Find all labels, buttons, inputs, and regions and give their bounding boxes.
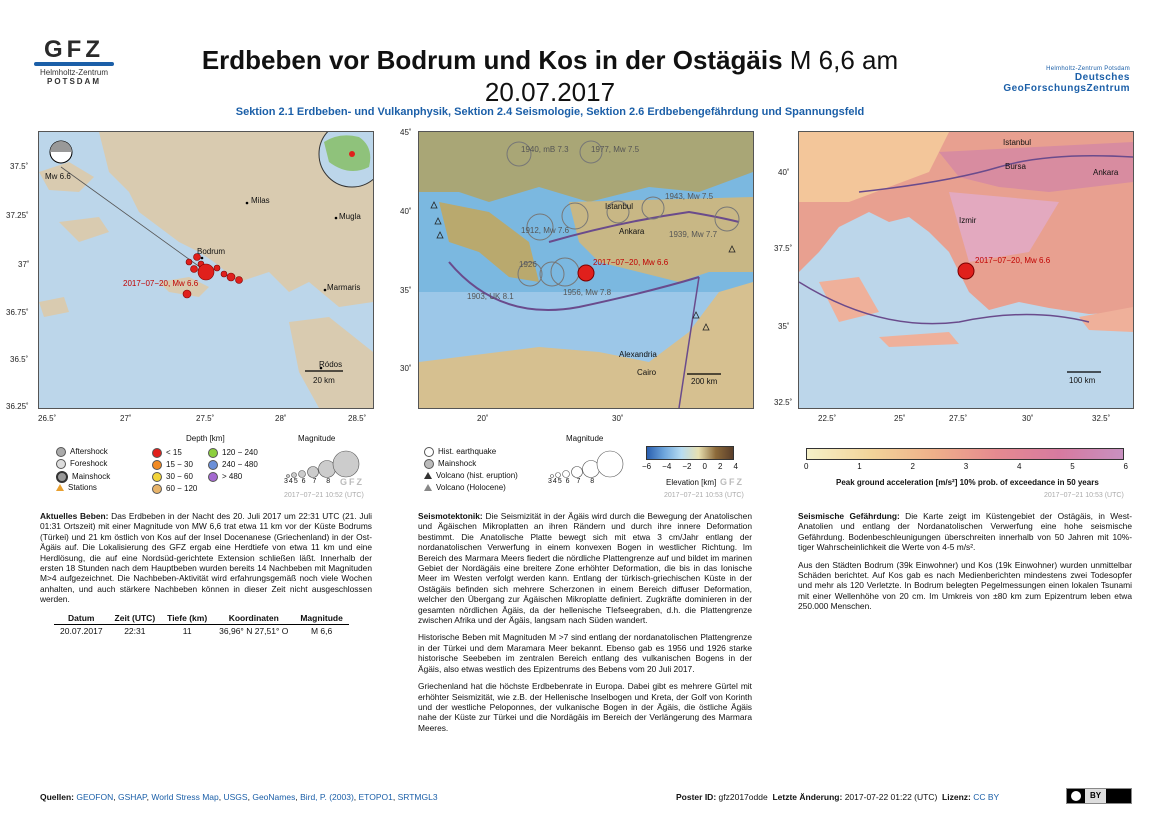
pga-tick: 6 — [1123, 462, 1128, 471]
legend-depth-4 — [208, 448, 258, 458]
legend-mainshock — [56, 471, 110, 483]
map2-hist-1940: 1940, mB 7.3 — [521, 145, 569, 154]
gfz-deutsches-logo — [1003, 66, 1130, 94]
quake-table-cell: M 6,6 — [310, 626, 333, 637]
aftershock-icon — [56, 447, 66, 457]
map1-scale: 20 km — [313, 376, 335, 385]
source-link[interactable]: ETOPO1 — [358, 792, 393, 802]
map-hazard-svg — [799, 132, 1133, 408]
elev-tick: −2 — [682, 462, 692, 471]
text2-p1: Die Seismizität in der Ägäis wird durch die Bewegung der Anatolischen und Ägäischen Mikroplatten an ihren Rändern und durch ihre innere Deformation bestimmt. Die Anatolische Platte bewegt sich mit etwa 3 cm/Jahr entlang der nordanatolischen Verwerfung in einem konvexen Bogen in westlicher Richtung. Im Bereich des Marmara Meers fiedert die nördliche Plattengrenze auf und bildet im marinen Gebiet der Nordägäis eine breitere Zone erhöhter Deformation, die bis in das Ionische Meer im Westen verfolgt werden kann. Entlang der türkisch-griechischen Küste in der Ostägäis befinden sich mehrere Scherzonen in einem Bereich diffuser Deformation, welcher den Übergang zur Ägäischen Mikroplatte definiert. Zugkräfte dominieren in der gesamten nördlichen Ägäis, da der hellenische TIefseegraben, d.h. die Plattengrenze zwischen Afrika und der Ägäis, langsam nach Süden wandert. — [418, 511, 752, 626]
poster-id-label: Poster ID: — [676, 792, 717, 802]
page-title-rest: M 6,6 am 20.07.2017 — [484, 45, 899, 107]
text1-heading: Aktuelles Beben: — [40, 511, 109, 521]
mag-label: 5 — [293, 478, 299, 485]
depth-label: 15 − 30 — [166, 460, 193, 470]
source-link[interactable]: GeoNames — [252, 792, 296, 802]
map2-scale: 200 km — [691, 377, 718, 386]
map1-lat-tick: 36.75˚ — [6, 308, 29, 317]
gfz-logo — [28, 36, 120, 86]
legend-mainshock2 — [424, 459, 476, 469]
text3-p2: Aus den Städten Bodrum (39k Einwohner) und Kos (19k Einwohner) wurden unmittelbar Schäden berichtet. Auf Kos gab es nach Medienberichten mindestens zwei Todesopfer und mehr als 120 Verletzte. In Bodrum belegten Pegelmessungen einen lokalen Tsunami mit einer Wellenhöhe von 20 cm. Im Umkreis von ±80 km zum Epizentrum leben etwa 250.000 Menschen. — [798, 559, 1132, 612]
legend-depth-2 — [152, 472, 193, 482]
legend-hist-label: Hist. earthquake — [438, 447, 497, 457]
quake-table-cell: 36,96° N 27,51° O — [219, 626, 289, 637]
map2-hist-1926: 1926 — [519, 260, 537, 269]
map3-lon-tick: 22.5˚ — [818, 414, 837, 423]
footer-sources: Quellen: GEOFON, GSHAP, World Stress Map, USGS, GeoNames, Bird, P. (2003), ETOPO1, SRTMGL3 — [40, 792, 438, 802]
mag-label: 6 — [301, 478, 307, 485]
mag-label: 4 — [552, 478, 558, 485]
pga-title: Peak ground acceleration [m/s²] 10% prob. of exceedance in 50 years — [836, 478, 1099, 487]
depth-color-swatch — [152, 460, 162, 470]
depth-color-swatch — [208, 472, 218, 482]
depth-label: 120 − 240 — [222, 448, 258, 458]
mainshock-icon — [424, 459, 434, 469]
depth-label: 240 − 480 — [222, 460, 258, 470]
legend-aftershock — [56, 447, 108, 457]
map2-place-istanbul: Istanbul — [605, 202, 634, 211]
quake-table-header-cell: Magnitude — [294, 612, 349, 625]
legend2-mag-labels — [548, 478, 595, 485]
map2-event-label: 2017−07−20, Mw 6.6 — [593, 258, 669, 267]
foreshock-icon — [56, 459, 66, 469]
source-link[interactable]: World Stress Map — [151, 792, 219, 802]
legend-volcano-hist — [424, 471, 518, 480]
legend-mag-title: Magnitude — [298, 434, 336, 443]
depth-color-swatch — [152, 448, 162, 458]
map1-lon-tick: 27.5˚ — [196, 414, 215, 423]
map2-hist-1977: 1977, Mw 7.5 — [591, 145, 640, 154]
legend-stations — [56, 483, 97, 492]
cc-badge-label: BY — [1085, 789, 1106, 803]
legend-depth-3 — [152, 484, 197, 494]
map2-hist-1903: 1903, UK 8.1 — [467, 292, 514, 301]
elev-tick: −6 — [642, 462, 652, 471]
map3-event-label: 2017−07−20, Mw 6.6 — [975, 256, 1051, 265]
quake-table-header-cell: Koordinaten — [213, 612, 294, 625]
map1-place-bodrum: Bodrum — [197, 247, 226, 256]
map2-hist-1939: 1939, Mw 7.7 — [669, 230, 718, 239]
map2-lat-tick: 35˚ — [400, 286, 412, 295]
page-title — [140, 44, 960, 108]
mainshock-icon — [56, 471, 68, 483]
map3-place-izmir: Izmir — [959, 216, 977, 225]
elevation-colorbar — [646, 446, 734, 460]
legend-volcano-holo — [424, 483, 506, 492]
legend-foreshock — [56, 459, 107, 469]
legend-mag-labels — [284, 478, 331, 485]
map2-hist-1912: 1912, Mw 7.6 — [521, 226, 570, 235]
source-link[interactable]: Bird, P. (2003) — [300, 792, 354, 802]
gfz-right-line3: GeoForschungsZentrum — [1003, 83, 1130, 94]
map1-place-milas: Milas — [251, 196, 270, 205]
mag-label: 3 — [548, 478, 553, 485]
poster-id: gfz2017odde — [718, 792, 768, 802]
depth-label: > 480 — [222, 472, 243, 482]
license-link[interactable]: CC BY — [973, 792, 1000, 802]
quake-table-cell: 11 — [182, 626, 192, 637]
text2-p3: Griechenland hat die höchste Erdbebenrate in Europa. Dabei gibt es mehrere Gürtel mit erhöhter Seismizität, wie z.B. der Hellenische Inselbogen und Kreta, der Golf von Korinth und der westliche Peloponnes, der vulkanische Bogen in der Ägäis, die östliche Ägäis nahe der Küste zur Türkei und die Nordägäis im Bereich der Verlängerung des Marmara Meeres. — [418, 681, 752, 733]
map3-place-istanbul: Istanbul — [1003, 138, 1032, 147]
map3-place-ankara: Ankara — [1093, 168, 1119, 177]
page-title-bold: Erdbeben vor Bodrum und Kos in der Ostägäis — [201, 45, 783, 75]
pga-tick: 4 — [1017, 462, 1022, 471]
map3-lon-tick: 27.5˚ — [949, 414, 968, 423]
source-link[interactable]: GSHAP — [117, 792, 147, 802]
elev-tick: −4 — [662, 462, 672, 471]
depth-color-swatch — [208, 448, 218, 458]
mag-label: 3 — [284, 478, 289, 485]
map1-event-label: 2017−07−20, Mw 6.6 — [123, 279, 199, 288]
pga-tick: 2 — [910, 462, 915, 471]
elev-tick: 2 — [718, 462, 723, 471]
mag-label: 6 — [565, 478, 571, 485]
pga-tick: 3 — [963, 462, 969, 471]
map3-lat-tick: 32.5˚ — [774, 398, 793, 407]
footer-sources-label: Quellen: — [40, 792, 75, 802]
map2-lat-tick: 40˚ — [400, 207, 412, 216]
volcano-filled-icon — [424, 472, 432, 479]
map2-lat-tick: 45˚ — [400, 128, 412, 137]
map-hazard[interactable] — [798, 131, 1134, 409]
map3-lon-tick: 25˚ — [894, 414, 906, 423]
legend-aftershock-label: Aftershock — [70, 447, 108, 457]
map3-lat-tick: 35˚ — [778, 322, 790, 331]
map2-lon-tick: 30˚ — [612, 414, 624, 423]
legend3-stamp: 2017−07−21 10:53 (UTC) — [1044, 492, 1124, 499]
quake-table-cell: 20.07.2017 — [60, 626, 103, 637]
source-link[interactable]: SRTMGL3 — [397, 792, 438, 802]
legend-volc-hist-label: Volcano (hist. eruption) — [436, 471, 518, 480]
legend-depth-0 — [152, 448, 182, 458]
legend-foreshock-label: Foreshock — [70, 459, 108, 469]
quake-table — [54, 612, 349, 638]
quake-table-header-cell: Tiefe (km) — [161, 612, 213, 625]
gfz-right-line1: Helmholtz-Zentrum Potsdam — [1046, 66, 1130, 72]
map1-place-rodos: Ródos — [319, 360, 343, 369]
text-seismotectonics — [418, 511, 752, 740]
source-link[interactable]: USGS — [223, 792, 248, 802]
legend-hist-eq — [424, 447, 496, 457]
quake-table-header-cell: Zeit (UTC) — [109, 612, 162, 625]
map2-place-ankara: Ankara — [619, 227, 645, 236]
gfz-logo-text: GFZ — [44, 36, 104, 63]
elev-tick: 0 — [702, 462, 707, 471]
map3-place-bursa: Bursa — [1005, 162, 1026, 171]
legend-mainshock-label: Mainshock — [72, 472, 111, 482]
license-label: Lizenz: — [942, 792, 971, 802]
cc-by-badge-icon[interactable] — [1066, 788, 1132, 804]
elev-tick: 4 — [733, 462, 738, 471]
text2-p2: Historische Beben mit Magnituden M >7 sind entlang der nordanatolischen Plattengrenze in der Türkei und dem Maramara Meer bekannt. Ebenso gab es 1956 und 1926 starke historische Seebeben im zentralen Bereich entlang des vulkanischen Bogens in der Ägäis, also etwas westlich des Epizentrums des Bebens vom 20 Juli 2017. — [418, 632, 752, 674]
pga-ticks — [804, 462, 1128, 471]
text3-p1: Die Karte zeigt im Küstengebiet der Ostägäis, in West-Anatolien und entlang der Nordanatolischen Verwerfung eine hohe seismische Gefährdung. Bodenbeschleunigungen überschreiten innerhalb von 50 Jahren mit 10%-tiger Wahrscheinlichkeit die Werte von 4-5 m/s². — [798, 511, 1132, 553]
mag-label: 8 — [326, 478, 332, 485]
legend2-stamp: 2017−07−21 10:53 (UTC) — [664, 492, 744, 499]
legend1-gfz-watermark: GFZ — [340, 477, 364, 487]
pga-tick: 0 — [804, 462, 809, 471]
volcano-outline-icon — [424, 484, 432, 491]
elevation-ticks — [642, 462, 738, 471]
legend-mainshock2-label: Mainshock — [438, 459, 477, 469]
legend-depth-title: Depth [km] — [186, 434, 225, 443]
map1-lat-tick: 36.25˚ — [6, 402, 29, 411]
legend1-stamp: 2017−07−21 10:52 (UTC) — [284, 492, 364, 499]
map1-place-mugla: Mugla — [339, 212, 361, 221]
quake-table-cell: 22:31 — [124, 626, 146, 637]
map3-lon-tick: 32.5˚ — [1092, 414, 1111, 423]
legend2-gfz-watermark: GFZ — [720, 477, 744, 487]
map1-lat-tick: 37.25˚ — [6, 211, 29, 220]
pga-tick: 5 — [1070, 462, 1075, 471]
last-changed: 2017-07-22 01:22 (UTC) — [844, 792, 938, 802]
footer-meta — [676, 792, 999, 802]
source-link[interactable]: GEOFON — [76, 792, 114, 802]
map1-lon-tick: 27˚ — [120, 414, 132, 423]
text3-heading: Seismische Gefährdung: — [798, 511, 900, 521]
depth-color-swatch — [208, 460, 218, 470]
map2-lat-tick: 30˚ — [400, 364, 412, 373]
gfz-logo-line1: Helmholtz-Zentrum — [39, 68, 108, 77]
mag-label: 7 — [312, 478, 318, 485]
map1-lon-tick: 28˚ — [275, 414, 287, 423]
text1-body: Das Erdbeben in der Nacht des 20. Juli 2017 um 22:31 UTC (21. Juli 01:31 Ortszeit) mit einer Magnitude von MW 6,6 trat etwa 11 km vor der Küste Bodrums (Türkei) und 21 km östlich von Kos auf der Insel Docenanese (Griechenland) in der Ost-Ägäis auf. Die Lokalisierung des GFZ ergab eine Herdtiefe von etwa 11 km und eine Herdlösung, die auf eine Nordsüd-gerichtete Extension schließen läßt. Innerhalb der ersten 18 Stunden nach dem Hauptbeben wurden bereits 14 Nachbeben mit Magnituden M>4 aufgezeichnet. Die Nachbeben-Aktivität wird erfahrungsgemäß noch viele Wochen anhalten, und auch stärkere Nachbeben können in dieser Zeit nicht ausgeschlossen werden. — [40, 511, 372, 605]
pga-tick: 1 — [857, 462, 862, 471]
mag-label: 7 — [576, 478, 582, 485]
mag-label: 5 — [557, 478, 563, 485]
hist-earthquake-icon — [424, 447, 434, 457]
legend-stations-label: Stations — [68, 483, 97, 492]
quake-table-header — [54, 612, 349, 625]
map3-lon-tick: 30˚ — [1022, 414, 1034, 423]
legend-depth-1 — [152, 460, 193, 470]
table-row — [54, 625, 349, 638]
map-tectonic[interactable] — [418, 131, 754, 409]
legend-hazard — [800, 432, 1140, 502]
text-current-quake — [40, 511, 372, 637]
quake-table-header-cell: Datum — [54, 612, 109, 625]
depth-label: 60 − 120 — [166, 484, 198, 494]
legend-depth-5 — [208, 460, 258, 470]
depth-color-swatch — [152, 484, 162, 494]
map2-hist-1956: 1956, Mw 7.8 — [563, 288, 612, 297]
map3-lat-tick: 37.5˚ — [774, 244, 793, 253]
map1-lon-tick: 28.5˚ — [348, 414, 367, 423]
beachball-icon — [50, 141, 72, 163]
map3-scale: 100 km — [1069, 376, 1096, 385]
cc-icon — [1071, 791, 1081, 801]
text2-heading: Seismotektonik: — [418, 511, 483, 521]
page-subtitle: Sektion 2.1 Erdbeben- und Vulkanphysik, Sektion 2.4 Seismologie, Sektion 2.6 Erdbebengefährdung und Spannungsfeld — [235, 106, 865, 118]
depth-label: 30 − 60 — [166, 472, 193, 482]
map-tectonic-svg — [419, 132, 753, 408]
text-hazard — [798, 511, 1132, 619]
legend-local — [40, 432, 380, 502]
gfz-right-line2: Deutsches — [1074, 72, 1130, 83]
map1-mechanism-label: Mw 6.6 — [45, 172, 71, 181]
map2-lon-tick: 20˚ — [477, 414, 489, 423]
depth-color-swatch — [152, 472, 162, 482]
map1-lat-tick: 36.5˚ — [10, 355, 29, 364]
legend-depth-6 — [208, 472, 242, 482]
map-local[interactable] — [38, 131, 374, 409]
mag-label: 4 — [288, 478, 294, 485]
elevation-title: Elevation [km] — [666, 478, 717, 487]
gfz-logo-line2: POTSDAM — [47, 77, 101, 86]
map1-place-marmaris: Marmaris — [327, 283, 361, 292]
legend-volc-holo-label: Volcano (Holocene) — [436, 483, 506, 492]
map2-place-cairo: Cairo — [637, 368, 657, 377]
map1-lon-tick: 26.5˚ — [38, 414, 57, 423]
last-changed-label: Letzte Änderung: — [772, 792, 843, 802]
map2-hist-1943: 1943, Mw 7.5 — [665, 192, 714, 201]
map3-lat-tick: 40˚ — [778, 168, 790, 177]
map2-place-alexandria: Alexandria — [619, 350, 657, 359]
legend-tectonic — [420, 432, 760, 502]
depth-label: < 15 — [166, 448, 182, 458]
station-icon — [56, 484, 64, 491]
pga-colorbar — [806, 448, 1124, 460]
mag-label: 8 — [590, 478, 596, 485]
map1-lat-tick: 37˚ — [18, 260, 30, 269]
map1-lat-tick: 37.5˚ — [10, 162, 29, 171]
legend2-mag-title: Magnitude — [566, 434, 604, 443]
